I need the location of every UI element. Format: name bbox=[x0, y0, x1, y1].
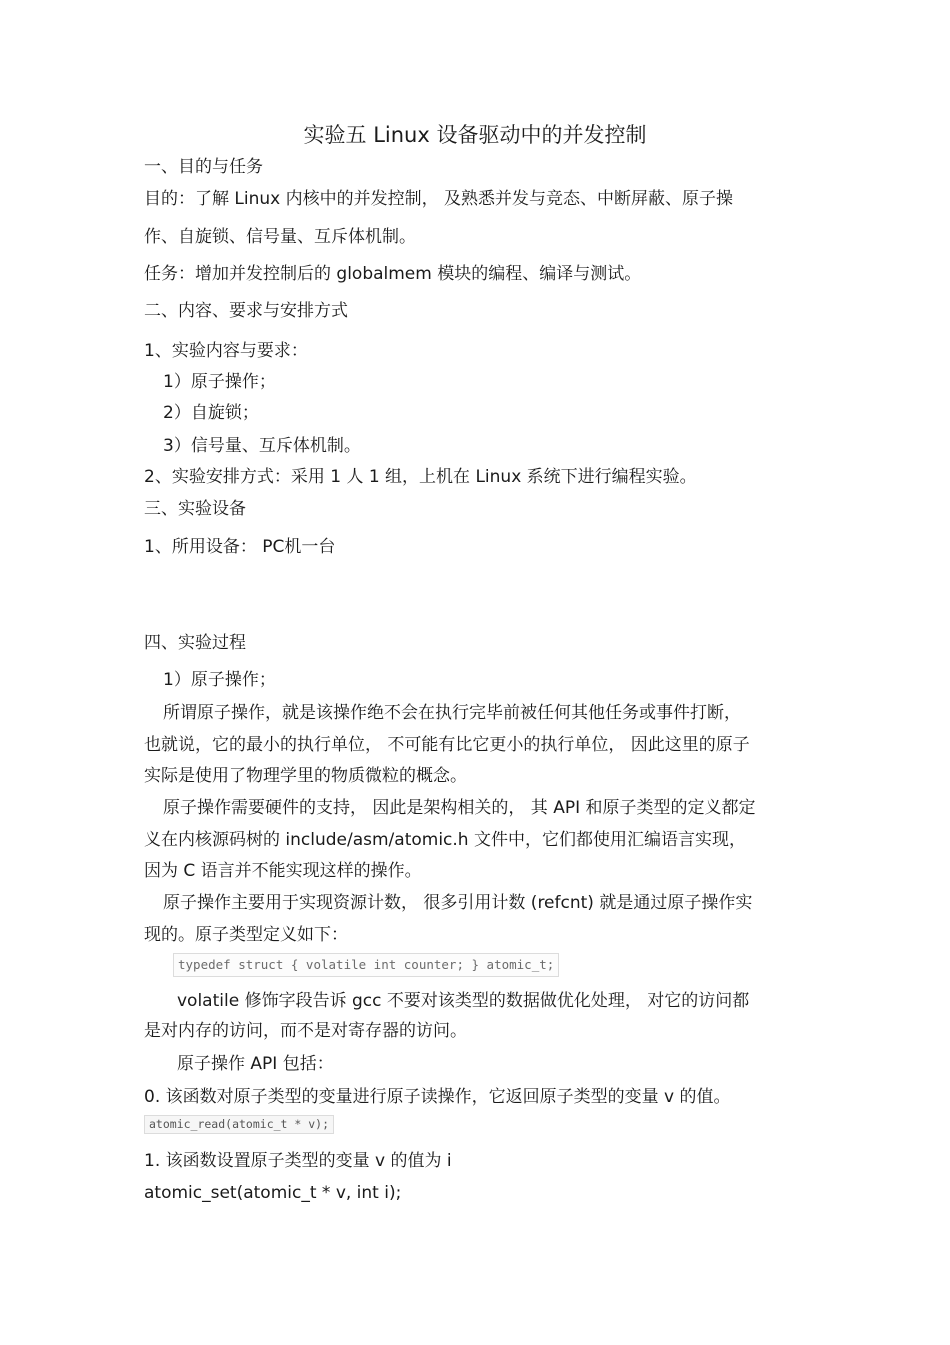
paragraph-line: 原子操作主要用于实现资源计数， 很多引用计数 (refcnt) 就是通过原子操作实 bbox=[163, 893, 753, 913]
api-item-1-code: atomic_set(atomic_t * v, int i); bbox=[144, 1183, 402, 1203]
purpose-line-1: 目的：了解 Linux 内核中的并发控制， 及熟悉并发与竞态、中断屏蔽、原子操 bbox=[144, 189, 734, 209]
api-item-1: 1. 该函数设置原子类型的变量 v 的值为 i bbox=[144, 1151, 452, 1171]
requirement-item: 1）原子操作； bbox=[163, 372, 276, 392]
paragraph-line: 是对内存的访问，而不是对寄存器的访问。 bbox=[144, 1021, 467, 1041]
section-3-heading: 三、实验设备 bbox=[144, 499, 246, 519]
section-1-heading: 一、目的与任务 bbox=[144, 157, 263, 177]
paragraph-line: 实际是使用了物理学里的物质微粒的概念。 bbox=[144, 766, 467, 786]
paragraph-line: 所谓原子操作，就是该操作绝不会在执行完毕前被任何其他任务或事件打断， bbox=[163, 703, 741, 723]
section-2-heading: 二、内容、要求与安排方式 bbox=[144, 301, 348, 321]
section-4-heading: 四、实验过程 bbox=[144, 633, 246, 653]
arrangement-line: 2、实验安排方式：采用 1 人 1 组，上机在 Linux 系统下进行编程实验。 bbox=[144, 467, 697, 487]
requirement-item: 3）信号量、互斥体机制。 bbox=[163, 436, 361, 456]
subsection-atomic: 1）原子操作； bbox=[163, 670, 276, 690]
api-item-0: 0. 该函数对原子类型的变量进行原子读操作，它返回原子类型的变量 v 的值。 bbox=[144, 1087, 731, 1107]
paragraph-line: 也就说，它的最小的执行单位， 不可能有比它更小的执行单位， 因此这里的原子 bbox=[144, 735, 750, 755]
requirements-heading: 1、实验内容与要求： bbox=[144, 341, 308, 361]
paragraph-line: 原子操作需要硬件的支持， 因此是架构相关的， 其 API 和原子类型的定义都定 bbox=[163, 798, 756, 818]
paragraph-line: volatile 修饰字段告诉 gcc 不要对该类型的数据做优化处理， 对它的访问都 bbox=[177, 991, 750, 1011]
task-line: 任务：增加并发控制后的 globalmem 模块的编程、编译与测试。 bbox=[144, 264, 642, 284]
paragraph-line: 因为 C 语言并不能实现这样的操作。 bbox=[144, 861, 422, 881]
page-title: 实验五 Linux 设备驱动中的并发控制 bbox=[303, 123, 647, 147]
code-snippet-typedef: typedef struct { volatile int counter; } atomic_t; bbox=[173, 953, 559, 977]
equipment-line: 1、所用设备： PC机一台 bbox=[144, 537, 336, 557]
paragraph-line: 义在内核源码树的 include/asm/atomic.h 文件中，它们都使用汇编语言实现， bbox=[144, 830, 746, 850]
requirement-item: 2）自旋锁； bbox=[163, 403, 259, 423]
paragraph-line: 现的。原子类型定义如下： bbox=[144, 925, 348, 945]
code-snippet-atomic-read: atomic_read(atomic_t * v); bbox=[144, 1115, 334, 1134]
purpose-line-2: 作、自旋锁、信号量、互斥体机制。 bbox=[144, 227, 416, 247]
api-heading: 原子操作 API 包括： bbox=[177, 1054, 334, 1074]
